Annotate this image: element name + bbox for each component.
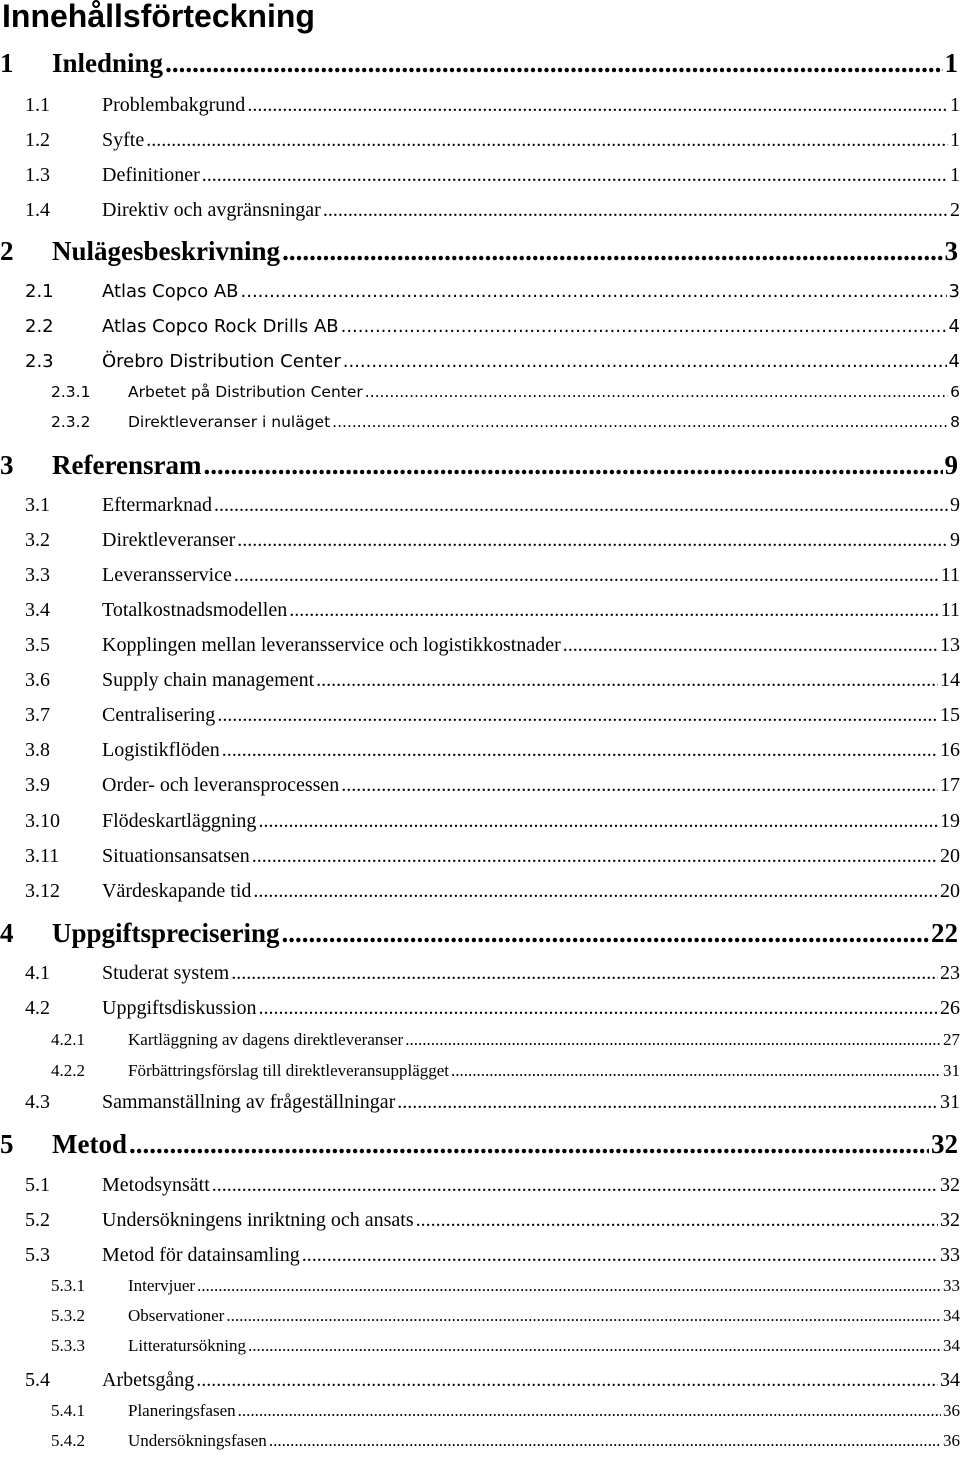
toc-entry-label: Definitioner	[102, 164, 200, 186]
toc-entry[interactable]	[25, 704, 960, 727]
toc-entry[interactable]	[51, 413, 960, 431]
toc-entry-page-number: 36	[943, 1401, 960, 1420]
toc-entry-label: Uppgiftsprecisering	[52, 918, 280, 948]
toc-entry[interactable]	[25, 129, 960, 152]
toc-entry-label: Totalkostnadsmodellen	[102, 599, 288, 621]
toc-entry-page-number: 1	[950, 94, 960, 116]
toc-entry-number: 3	[0, 450, 14, 480]
toc-entry-number: 4.2.2	[51, 1061, 85, 1080]
toc-entry-page-number: 13	[940, 634, 960, 656]
toc-entry-number: 5.3	[25, 1244, 50, 1266]
toc-entry-leader-dots	[563, 634, 938, 657]
toc-entry-leader-dots	[258, 810, 938, 833]
toc-entry-number: 3.6	[25, 669, 50, 691]
toc-entry-number: 4.2.1	[51, 1030, 85, 1049]
toc-entry-label: Metod för datainsamling	[102, 1244, 300, 1266]
toc-entry-leader-dots	[129, 1129, 929, 1160]
toc-entry-label: Sammanställning av frågeställningar	[102, 1091, 396, 1113]
toc-entry[interactable]	[25, 1091, 960, 1114]
toc-entry-number: 2.3.2	[51, 413, 91, 431]
toc-entry-number: 3.7	[25, 704, 50, 726]
toc-entry[interactable]	[51, 1401, 960, 1421]
toc-entry[interactable]	[25, 94, 960, 117]
toc-entry-page-number: 32	[940, 1209, 960, 1231]
toc-entry-leader-dots	[416, 1209, 938, 1232]
toc-entry-page-number: 4	[948, 316, 960, 337]
toc-entry[interactable]	[0, 918, 958, 949]
toc-entry-leader-dots	[343, 351, 947, 372]
toc-entry[interactable]	[51, 1276, 960, 1296]
toc-entry-number: 5.3.3	[51, 1336, 85, 1355]
toc-entry-label: Kartläggning av dagens direktleveranser	[128, 1030, 404, 1049]
toc-entry-label: Supply chain management	[102, 669, 315, 691]
toc-entry-number: 3.10	[25, 810, 60, 832]
toc-entry-leader-dots	[146, 129, 948, 152]
toc-entry[interactable]	[25, 199, 960, 222]
toc-entry-page-number: 16	[940, 739, 960, 761]
toc-entry-number: 3.5	[25, 634, 50, 656]
toc-entry-leader-dots	[341, 316, 947, 337]
toc-entry-leader-dots	[316, 669, 938, 692]
toc-entry-page-number: 9	[944, 450, 958, 480]
toc-entry-number: 5.4.1	[51, 1401, 85, 1420]
toc-entry-leader-dots	[332, 413, 948, 431]
toc-entry-leader-dots	[196, 1369, 938, 1392]
toc-entry-leader-dots	[248, 1336, 941, 1356]
toc-entry-label: Undersökningsfasen	[128, 1431, 267, 1450]
toc-entry-page-number: 31	[940, 1091, 960, 1113]
toc-entry-page-number: 33	[943, 1276, 960, 1295]
toc-entry-number: 1.1	[25, 94, 50, 116]
toc-entry[interactable]	[25, 1174, 960, 1197]
toc-entry[interactable]	[25, 962, 960, 985]
toc-entry-label: Metodsynsätt	[102, 1174, 210, 1196]
toc-entry-number: 3.9	[25, 774, 50, 796]
toc-entry-label: Eftermarknad	[102, 494, 212, 516]
toc-entry[interactable]	[25, 494, 960, 517]
toc-entry-label: Studerat system	[102, 962, 230, 984]
toc-entry[interactable]	[25, 351, 960, 372]
toc-entry[interactable]	[51, 383, 960, 401]
toc-entry-leader-dots	[197, 1276, 941, 1296]
toc-entry-label: Planeringsfasen	[128, 1401, 236, 1420]
toc-entry-leader-dots	[217, 704, 938, 727]
toc-entry-page-number: 20	[940, 880, 960, 902]
toc-entry[interactable]	[25, 1209, 960, 1232]
toc-entry[interactable]	[25, 739, 960, 762]
toc-entry-page-number: 3	[948, 281, 960, 302]
toc-entry-leader-dots	[231, 962, 938, 985]
toc-entry-page-number: 26	[940, 997, 960, 1019]
toc-entry-page-number: 14	[940, 669, 960, 691]
toc-entry[interactable]	[25, 164, 960, 187]
toc-entry-label: Atlas Copco Rock Drills AB	[102, 316, 339, 337]
toc-entry-label: Kopplingen mellan leveransservice och logistikkostnader	[102, 634, 561, 656]
toc-entry-number: 4	[0, 918, 14, 948]
toc-entry-page-number: 8	[950, 413, 960, 431]
toc-entry[interactable]	[0, 236, 958, 267]
toc-entry-page-number: 1	[944, 48, 958, 78]
toc-entry-label: Leveransservice	[102, 564, 232, 586]
toc-entry-label: Intervjuer	[128, 1276, 196, 1295]
toc-entry[interactable]	[25, 845, 960, 868]
toc-entry-label: Värdeskapande tid	[102, 880, 252, 902]
toc-entry-page-number: 2	[950, 199, 960, 221]
toc-entry-leader-dots	[247, 94, 948, 117]
toc-entry-leader-dots	[253, 880, 938, 903]
toc-entry-leader-dots	[203, 450, 942, 481]
toc-entry-page-number: 11	[940, 564, 960, 586]
toc-entry-number: 5.3.1	[51, 1276, 85, 1295]
toc-entry-page-number: 11	[940, 599, 960, 621]
toc-entry-number: 3.12	[25, 880, 60, 902]
toc-entry-leader-dots	[269, 1431, 941, 1451]
toc-entry[interactable]	[25, 669, 960, 692]
toc-entry-leader-dots	[302, 1244, 938, 1267]
toc-entry-number: 2.3	[25, 351, 54, 372]
toc-entry-number: 1.2	[25, 129, 50, 151]
toc-entry-leader-dots	[241, 281, 947, 302]
toc-entry-page-number: 9	[950, 529, 960, 551]
toc-entry[interactable]	[51, 1030, 960, 1050]
toc-entry-leader-dots	[222, 739, 938, 762]
toc-entry-label: Direktleveranser i nuläget	[128, 413, 331, 431]
toc-entry[interactable]	[51, 1336, 960, 1356]
toc-entry[interactable]	[51, 1061, 960, 1081]
toc-entry-label: Uppgiftsdiskussion	[102, 997, 257, 1019]
toc-entry-number: 3.8	[25, 739, 50, 761]
toc-entry-number: 2.1	[25, 281, 54, 302]
toc-entry[interactable]	[25, 634, 960, 657]
toc-entry-page-number: 31	[943, 1061, 960, 1080]
toc-entry-label: Inledning	[52, 48, 164, 78]
toc-entry[interactable]	[0, 1129, 958, 1160]
toc-entry-label: Syfte	[102, 129, 145, 151]
toc-entry-page-number: 3	[944, 236, 958, 266]
toc-entry-label: Observationer	[128, 1306, 225, 1325]
toc-entry-leader-dots	[202, 164, 948, 187]
toc-entry-leader-dots	[365, 383, 948, 401]
toc-entry-label: Situationsansatsen	[102, 845, 250, 867]
toc-entry-page-number: 4	[948, 351, 960, 372]
toc-entry-leader-dots	[258, 997, 938, 1020]
toc-entry-number: 5	[0, 1129, 14, 1159]
toc-entry-page-number: 23	[940, 962, 960, 984]
toc-entry-leader-dots	[282, 236, 942, 267]
toc-entry[interactable]	[25, 316, 960, 337]
toc-entry-page-number: 17	[940, 774, 960, 796]
toc-entry[interactable]	[25, 997, 960, 1020]
toc-entry-number: 3.11	[25, 845, 60, 867]
toc-entry[interactable]	[51, 1306, 960, 1326]
toc-entry-leader-dots	[212, 1174, 938, 1197]
toc-entry-leader-dots	[341, 774, 938, 797]
toc-entry-label: Flödeskartläggning	[102, 810, 257, 832]
toc-entry-label: Förbättringsförslag till direktleveransupplägget	[128, 1061, 450, 1080]
toc-entry-number: 4.3	[25, 1091, 50, 1113]
toc-entry-page-number: 34	[943, 1306, 960, 1325]
toc-entry-label: Order- och leveransprocessen	[102, 774, 340, 796]
toc-entry-leader-dots	[234, 564, 939, 587]
toc-entry-page-number: 32	[940, 1174, 960, 1196]
toc-entry[interactable]	[25, 1244, 960, 1267]
toc-entry-number: 3.4	[25, 599, 50, 621]
toc-entry[interactable]	[25, 564, 960, 587]
toc-entry-label: Centralisering	[102, 704, 216, 726]
toc-entry-label: Direktleveranser	[102, 529, 236, 551]
toc-entry-leader-dots	[237, 529, 948, 552]
toc-entry[interactable]	[25, 880, 960, 903]
toc-entry-label: Atlas Copco AB	[102, 281, 239, 302]
toc-entry[interactable]	[25, 810, 960, 833]
toc-entry-leader-dots	[397, 1091, 938, 1114]
toc-entry[interactable]	[25, 774, 960, 797]
toc-entry-page-number: 20	[940, 845, 960, 867]
toc-entry-page-number: 15	[940, 704, 960, 726]
toc-entry-leader-dots	[165, 48, 942, 79]
toc-entry-leader-dots	[226, 1306, 941, 1326]
toc-entry[interactable]	[25, 1369, 960, 1392]
toc-entry-label: Problembakgrund	[102, 94, 246, 116]
toc-entry-label: Örebro Distribution Center	[102, 351, 341, 372]
toc-entry-leader-dots	[252, 845, 938, 868]
toc-entry-page-number: 19	[940, 810, 960, 832]
toc-entry-page-number: 1	[950, 164, 960, 186]
toc-entry-label: Referensram	[52, 450, 202, 480]
toc-entry-number: 5.4	[25, 1369, 50, 1391]
toc-entry-number: 5.3.2	[51, 1306, 85, 1325]
toc-entry[interactable]	[0, 48, 958, 79]
toc-entry-page-number: 36	[943, 1431, 960, 1450]
toc-entry-leader-dots	[405, 1030, 941, 1050]
toc-entry-number: 3.2	[25, 529, 50, 551]
toc-title: Innehållsförteckning	[2, 0, 315, 34]
toc-entry-number: 2.3.1	[51, 383, 91, 401]
toc-entry-number: 4.2	[25, 997, 50, 1019]
toc-entry[interactable]	[25, 599, 960, 622]
toc-entry-leader-dots	[214, 494, 948, 517]
toc-entry-leader-dots	[238, 1401, 941, 1421]
toc-entry[interactable]	[25, 529, 960, 552]
toc-entry-label: Metod	[52, 1129, 127, 1159]
toc-entry-number: 3.1	[25, 494, 50, 516]
toc-entry-label: Nulägesbeskrivning	[52, 236, 281, 266]
toc-entry-label: Arbetsgång	[102, 1369, 195, 1391]
toc-entry[interactable]	[51, 1431, 960, 1451]
toc-entry-number: 2	[0, 236, 14, 266]
toc-entry-leader-dots	[451, 1061, 941, 1081]
toc-entry-number: 3.3	[25, 564, 50, 586]
toc-entry-leader-dots	[323, 199, 948, 222]
toc-entry-label: Litteratursökning	[128, 1336, 247, 1355]
toc-entry-leader-dots	[282, 918, 930, 949]
toc-entry-label: Direktiv och avgränsningar	[102, 199, 321, 221]
toc-entry-number: 5.1	[25, 1174, 50, 1196]
toc-entry-number: 1	[0, 48, 14, 78]
toc-entry-page-number: 34	[940, 1369, 960, 1391]
toc-entry-number: 1.3	[25, 164, 50, 186]
toc-entry-label: Logistikflöden	[102, 739, 220, 761]
toc-entry-number: 4.1	[25, 962, 50, 984]
toc-entry-page-number: 32	[931, 1129, 958, 1159]
toc-entry-page-number: 27	[943, 1030, 960, 1049]
toc-entry-page-number: 9	[950, 494, 960, 516]
toc-entry[interactable]	[0, 450, 958, 481]
toc-entry-label: Undersökningens inriktning och ansats	[102, 1209, 414, 1231]
toc-entry-leader-dots	[289, 599, 939, 622]
toc-entry-page-number: 22	[931, 918, 958, 948]
toc-entry-number: 5.2	[25, 1209, 50, 1231]
toc-entry-label: Arbetet på Distribution Center	[128, 383, 363, 401]
toc-entry-number: 5.4.2	[51, 1431, 85, 1450]
toc-entry-page-number: 1	[950, 129, 960, 151]
toc-entry[interactable]	[25, 281, 960, 302]
toc-entry-page-number: 6	[950, 383, 960, 401]
toc-entry-number: 2.2	[25, 316, 54, 337]
toc-entry-page-number: 34	[943, 1336, 960, 1355]
toc-entry-number: 1.4	[25, 199, 50, 221]
toc-entry-page-number: 33	[940, 1244, 960, 1266]
